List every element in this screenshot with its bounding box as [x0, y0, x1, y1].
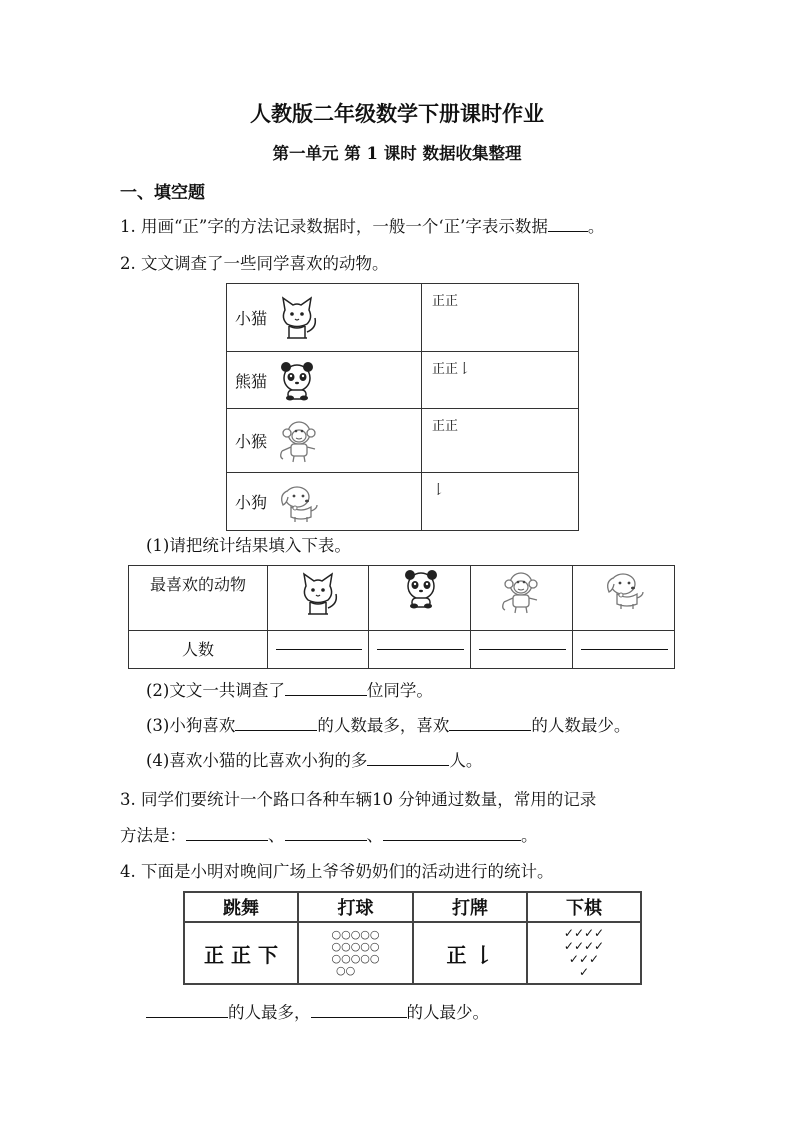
answer-blank[interactable]	[186, 826, 268, 841]
question-number: 2.	[120, 254, 136, 273]
activity-table	[183, 891, 642, 985]
question-2	[120, 250, 389, 274]
dance-tally: 正 正 下	[184, 922, 298, 984]
activity-header: 打牌	[413, 892, 527, 922]
question-text: 方法是：	[120, 826, 186, 845]
check-row: ✓✓✓	[568, 952, 600, 966]
result-row-label: 人数	[129, 631, 268, 669]
answer-blank[interactable]	[367, 751, 449, 766]
question-text: 同学们要统计一个路口各种车辆10 分钟通过数量，常用的记录	[141, 790, 597, 809]
tally-marks: 𠄌	[422, 473, 579, 531]
cat-icon	[268, 566, 368, 626]
part-text: 的人最少。	[406, 1003, 489, 1022]
tally-row	[227, 473, 579, 531]
tally-marks: 正正	[422, 409, 579, 473]
tally-table	[226, 283, 579, 531]
activity-header: 跳舞	[184, 892, 298, 922]
circle-row: ○○	[336, 964, 356, 977]
q4-answer-line	[146, 999, 489, 1023]
animal-label: 小猫	[235, 309, 268, 328]
page-subtitle: 第一单元 第 1 课时 数据收集整理	[272, 144, 522, 163]
part-text: 的人最多，	[228, 1003, 311, 1022]
question-4	[120, 858, 554, 882]
separator: 、	[366, 826, 383, 845]
tally-row	[227, 284, 579, 352]
part-text: (3)小狗喜欢	[146, 716, 236, 735]
question-number: 3.	[120, 790, 136, 809]
panda-icon	[275, 358, 319, 402]
answer-blank[interactable]	[146, 1003, 228, 1018]
answer-blank[interactable]	[285, 681, 367, 696]
monkey-icon	[275, 417, 319, 465]
circle-row: ○○○○○	[331, 928, 380, 941]
q2-part1: (1)请把统计结果填入下表。	[146, 536, 351, 555]
answer-blank[interactable]	[548, 217, 588, 232]
circle-row: ○○○○○	[331, 940, 380, 953]
result-table	[128, 565, 675, 669]
answer-blank[interactable]	[285, 826, 367, 841]
answer-blank[interactable]	[377, 649, 464, 650]
answer-blank[interactable]	[479, 649, 566, 650]
animal-label: 小狗	[235, 493, 268, 512]
separator: 、	[268, 826, 285, 845]
answer-blank[interactable]	[449, 716, 531, 731]
part-text: 位同学。	[366, 681, 433, 700]
q2-part3	[146, 712, 630, 736]
check-row: ✓	[578, 965, 590, 979]
monkey-icon	[471, 566, 572, 626]
animal-label: 小猴	[235, 432, 268, 451]
part-text: (4)喜欢小猫的比喜欢小狗的多	[146, 751, 368, 770]
question-text: 下面是小明对晚间广场上爷爷奶奶们的活动进行的统计。	[141, 862, 554, 881]
page-title: 人教版二年级数学下册课时作业	[250, 101, 544, 126]
dog-icon	[275, 479, 319, 525]
question-number: 1.	[120, 217, 136, 236]
answer-blank[interactable]	[383, 826, 521, 841]
part-text: (2)文文一共调查了	[146, 681, 285, 700]
answer-blank[interactable]	[276, 649, 362, 650]
activity-header: 下棋	[527, 892, 641, 922]
tally-marks: 正正𠄌	[422, 352, 579, 409]
panda-icon	[369, 566, 470, 626]
punctuation: 。	[521, 826, 538, 845]
part-text: 的人数最少。	[531, 716, 631, 735]
section-heading: 一、填空题	[120, 183, 205, 203]
question-text: 文文调查了一些同学喜欢的动物。	[141, 254, 389, 273]
q2-part4	[146, 747, 482, 771]
question-text: 用画“正”字的方法记录数据时，一般一个‘正’字表示数据	[141, 217, 548, 236]
answer-blank[interactable]	[235, 716, 317, 731]
answer-blank[interactable]	[581, 649, 668, 650]
part-text: 人。	[449, 751, 483, 770]
ball-circles	[298, 922, 413, 984]
q2-part2	[146, 677, 433, 701]
answer-blank[interactable]	[311, 1003, 407, 1018]
tally-row	[227, 352, 579, 409]
tally-row	[227, 409, 579, 473]
cards-tally: 正 𠄌	[413, 922, 527, 984]
check-row: ✓✓✓✓	[563, 939, 605, 953]
tally-marks: 正正	[422, 284, 579, 352]
circle-row: ○○○○○	[331, 952, 380, 965]
animal-label: 熊猫	[235, 371, 268, 391]
activity-header: 打球	[298, 892, 413, 922]
dog-icon	[573, 566, 674, 626]
result-header-label: 最喜欢的动物	[129, 566, 268, 631]
question-3-line2	[120, 822, 538, 846]
part-text: 的人数最多，喜欢	[317, 716, 450, 735]
check-row: ✓✓✓✓	[563, 926, 605, 940]
question-1	[120, 213, 604, 237]
question-number: 4.	[120, 862, 136, 881]
punctuation: 。	[587, 217, 605, 236]
question-3	[120, 786, 596, 810]
chess-checks	[527, 922, 641, 984]
cat-icon	[275, 294, 319, 342]
